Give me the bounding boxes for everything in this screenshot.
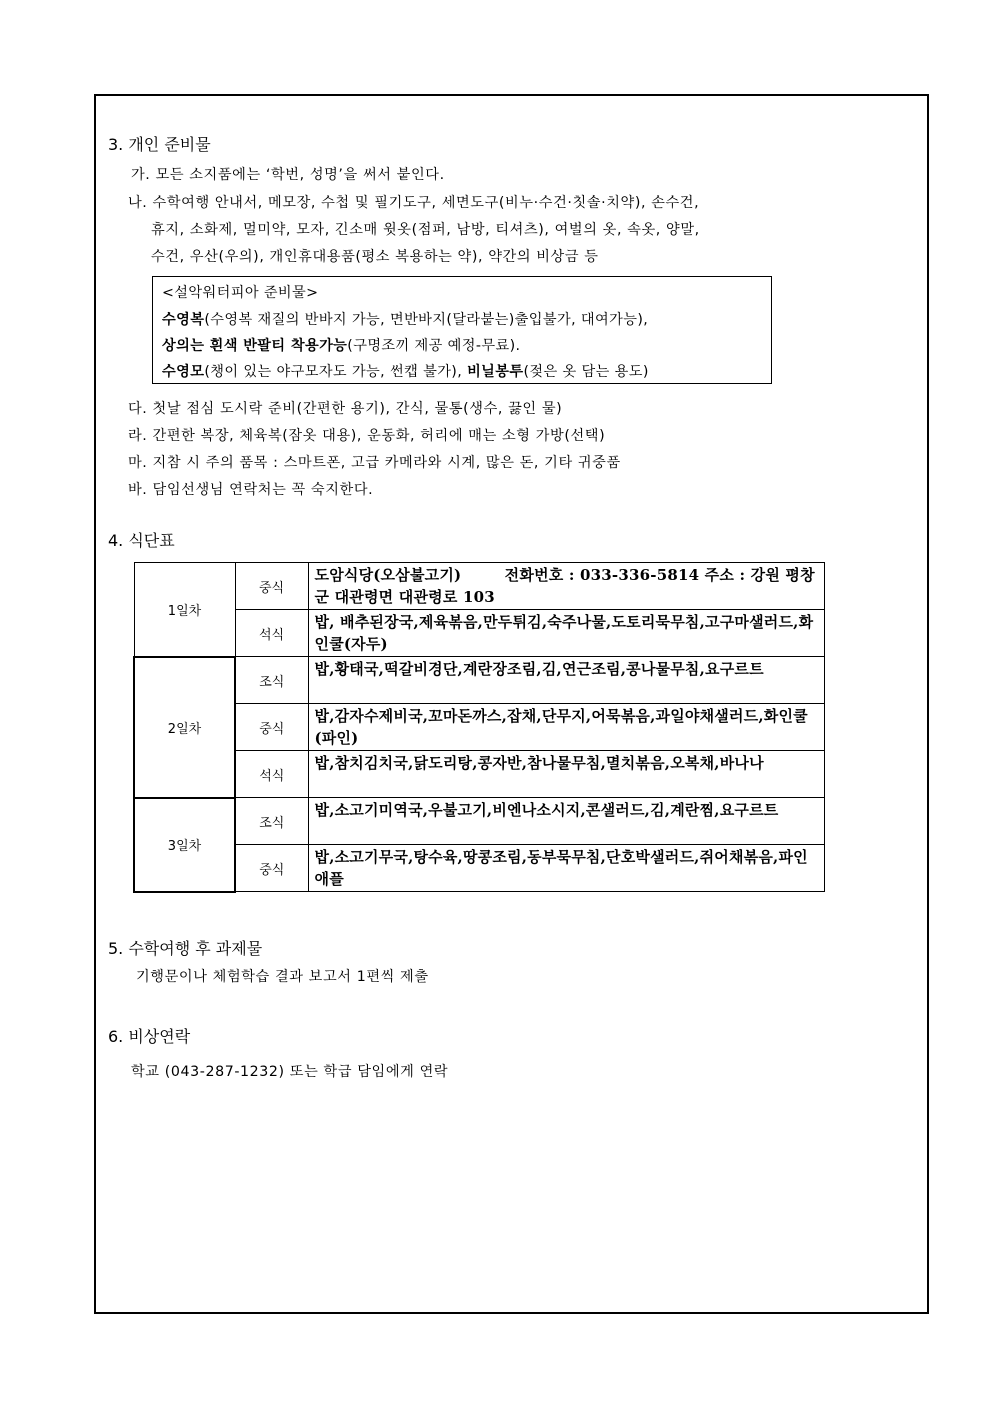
- s3-item-da: 다. 첫날 점심 도시락 준비(간편한 용기), 간식, 물통(생수, 끓인 물): [128, 401, 563, 417]
- section-5-title: 5. 수학여행 후 과제물: [108, 939, 263, 958]
- table-row: [134, 798, 824, 845]
- s3-item-ra: 라. 간편한 복장, 체육복(잠옷 대용), 운동화, 허리에 매는 소형 가방(선택): [128, 428, 606, 444]
- day-cell: 3일차: [134, 798, 235, 892]
- swimcap-bold: 수영모: [162, 364, 205, 380]
- swimcap-desc: (챙이 있는 야구모자도 가능, 썬캡 불가),: [204, 364, 468, 380]
- s5-text: 기행문이나 체험학습 결과 보고서 1편씩 제출: [136, 969, 429, 985]
- meal-table: [133, 562, 825, 893]
- waterpia-line-1: [162, 309, 648, 329]
- meal-cell: 중식: [235, 563, 308, 610]
- shirt-bold: 상의는 흰색 반팔티 착용가능: [162, 338, 348, 354]
- s3-item-na-cont2: 수건, 우산(우의), 개인휴대용품(평소 복용하는 약), 약간의 비상금 등: [151, 249, 599, 265]
- dish-cell: 도암식당(오삼불고기) 전화번호 : 033-336-5814 주소 : 강원 평창군 대관령면 대관령로 103: [308, 563, 824, 610]
- meal-cell: 조식: [235, 657, 308, 704]
- waterpia-line-2: [162, 335, 520, 355]
- table-row: [134, 845, 824, 892]
- waterpia-box: [152, 276, 772, 384]
- table-row: [134, 657, 824, 704]
- dish-cell: 밥,소고기무국,탕수육,땅콩조림,동부묵무침,단호박샐러드,쥐어채볶음,파인애플: [308, 845, 824, 892]
- dish-cell: 밥,소고기미역국,우불고기,비엔나소시지,콘샐러드,김,계란찜,요구르트: [308, 798, 824, 845]
- s3-item-ma: 마. 지참 시 주의 품목 : 스마트폰, 고급 카메라와 시계, 많은 돈, 기타 귀중품: [128, 455, 621, 471]
- meal-cell: 중식: [235, 845, 308, 892]
- dish-cell: 밥,참치김치국,닭도리탕,콩자반,참나물무침,멸치볶음,오복채,바나나: [308, 751, 824, 798]
- plastic-bag-desc: (젖은 옷 담는 용도): [523, 364, 649, 380]
- s3-item-na-cont1: 휴지, 소화제, 멀미약, 모자, 긴소매 윗옷(점퍼, 남방, 티셔츠), 여벌의 옷, 속옷, 양말,: [151, 222, 700, 238]
- meal-cell: 조식: [235, 798, 308, 845]
- shirt-desc: (구명조끼 제공 예정-무료).: [347, 338, 521, 354]
- table-row: [134, 610, 824, 657]
- section-4-title: 4. 식단표: [108, 531, 175, 550]
- table-row: [134, 563, 824, 610]
- dish-cell: 밥,감자수제비국,꼬마돈까스,잡채,단무지,어묵볶음,과일야채샐러드,화인쿨(파인): [308, 704, 824, 751]
- table-row: [134, 704, 824, 751]
- section-3-title: 3. 개인 준비물: [108, 135, 211, 154]
- meal-cell: 석식: [235, 751, 308, 798]
- meal-cell: 석식: [235, 610, 308, 657]
- s3-item-ga: 가. 모든 소지품에는 ‘학번, 성명’을 써서 붙인다.: [131, 167, 445, 183]
- table-row: [134, 751, 824, 798]
- dish-cell: 밥, 배추된장국,제육볶음,만두튀김,숙주나물,도토리묵무침,고구마샐러드,화인쿨(자두): [308, 610, 824, 657]
- meal-cell: 중식: [235, 704, 308, 751]
- waterpia-line-3: [162, 361, 649, 381]
- swimsuit-bold: 수영복: [162, 312, 205, 328]
- s3-item-ba: 바. 담임선생님 연락처는 꼭 숙지한다.: [128, 482, 374, 498]
- waterpia-heading: <설악워터피아 준비물>: [162, 285, 319, 301]
- day-cell: 2일차: [134, 657, 235, 798]
- section-6-title: 6. 비상연락: [108, 1027, 191, 1046]
- s6-text: 학교 (043-287-1232) 또는 학급 담임에게 연락: [131, 1064, 449, 1080]
- dish-cell: 밥,황태국,떡갈비경단,계란장조림,김,연근조림,콩나물무침,요구르트: [308, 657, 824, 704]
- swimsuit-desc: (수영복 재질의 반바지 가능, 면반바지(달라붙는)출입불가, 대여가능),: [204, 312, 649, 328]
- plastic-bag-bold: 비닐봉투: [467, 364, 524, 380]
- day-cell: 1일차: [134, 563, 235, 657]
- s3-item-na: 나. 수학여행 안내서, 메모장, 수첩 및 필기도구, 세면도구(비누·수건·칫솔·치약), 손수건,: [128, 195, 700, 211]
